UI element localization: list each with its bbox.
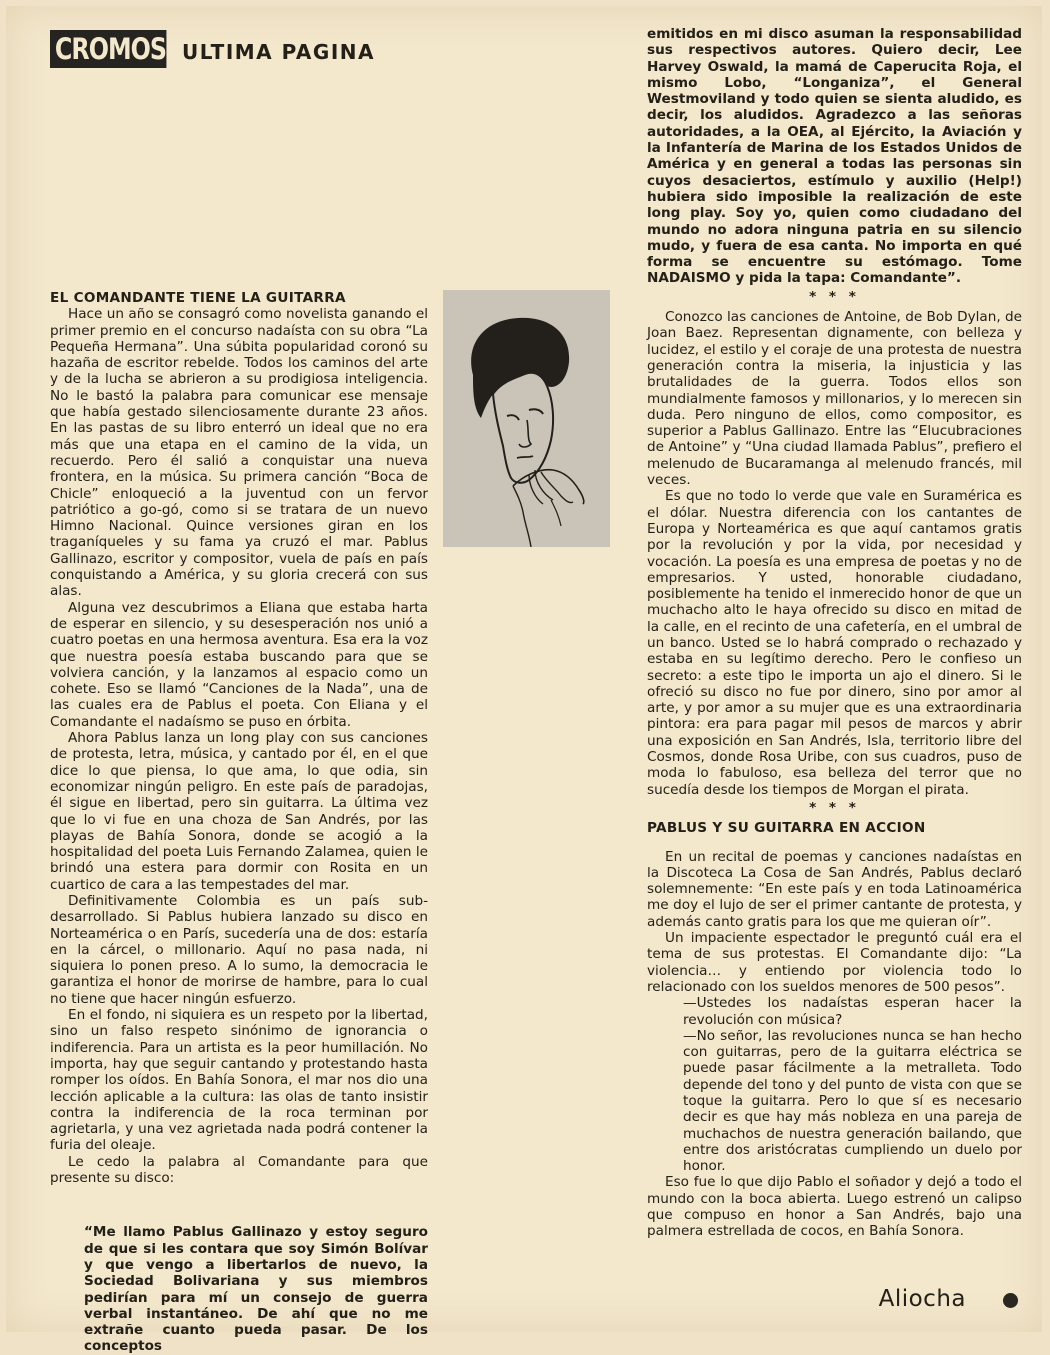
paragraph: Es que no todo lo verde que vale en Suramérica es el dólar. Nuestra diferencia con los cantantes de Europa y Norteamérica es que aquí cantamos gratis por la revolución y por la vida, por necesidad y vocación. La poesía es una empresa de poetas y no de empresarios. Y usted, honorable ciudadano, posiblemente ha tenido el inmerecido honor de que un muchacho alto le haya ofrecido su disco en mitad de la calle, en el recinto de una cafetería, en el umbral de un banco. Usted se lo habrá comprado o rechazado y estaba en su legítimo derecho. Pero le confieso un secreto: a este tipo le importa un ajo el dinero. Si le ofreció su disco no fue por dinero, sino por amor al arte, y por amor a su mujer que es una extraordinaria pintora: era para pagar mil pesos de marcos y abrir una exposición en San Andrés, Isla, territorio libre del Cosmos, donde Rosa Uribe, con sus cuadros, puso de moda lo fabuloso, esa belleza del terror que no sucedía desde los tiempos de Morgan el pirata. [647, 488, 1022, 798]
section-heading: PABLUS Y SU GUITARRA EN ACCION [647, 820, 926, 837]
paragraph: Conozco las canciones de Antoine, de Bob Dylan, de Joan Baez. Representan dignamente, con belleza y lucidez, el estilo y el coraje de una protesta de nuestra generación contra la miseria, la injusticia y las brutalidades de la guerra. Todos ellos son mundialmente famosos y millonarios, y lo merecen sin duda. Pero ninguno de ellos, como compositor, es superior a Pablus Gallinazo. Entre las “Elucubraciones de Antoine” y “Una ciudad llamada Pablus”, prefiero el melenudo de Bucaramanga al melenudo francés, mil veces. [647, 309, 1022, 489]
dialog-line: —Ustedes los nadaístas esperan hacer la revolución con música? [683, 995, 1022, 1028]
author-signature: Aliocha [878, 1286, 966, 1312]
paragraph: Le cedo la palabra al Comandante para que presente su disco: [50, 1153, 428, 1187]
paragraph: En un recital de poemas y canciones nadaístas en la Discoteca La Cosa de San Andrés, Pablus declaró solemnemente: “En este país y en toda Latinoamérica me doy el lujo de ser el primer cantante de protesta, y además canto gratis para los que me quieran oír”. [647, 848, 1022, 930]
separator-stars: * * * [809, 288, 860, 305]
paragraph: Un impaciente espectador le preguntó cuál era el tema de sus protestas. El Comandante dijo: “La violencia… y entiendo por violencia todo lo relacionado con los sueldos menores de 500 pesos”. [647, 930, 1022, 995]
magazine-page [6, 6, 1042, 1355]
end-mark [1003, 1293, 1018, 1308]
masthead [50, 30, 375, 68]
dialog-block [647, 995, 1022, 1174]
cromos-logo: CROMOS [50, 30, 166, 68]
paragraph: Alguna vez descubrimos a Eliana que estaba harta de esperar en silencio, y su desesperación nos unió a cuatro poetas en una hermosa aventura. Esa era la voz que nuestra poesía estaba buscando para que se volviera canción, y la lanzamos al espacio como un cohete. Eso se llamó “Canciones de la Nada”, una de las cuales era de Pablus el poeta. Con Eliana y el Comandante el nadaísmo se puso en órbita. [50, 599, 428, 730]
column-right [647, 26, 1022, 1240]
paragraph: Eso fue lo que dijo Pablo el soñador y dejó a todo el mundo con la boca abierta. Luego estrenó un calipso que compuso en honor a San Andrés, bajo una palmera estrellada de cocos, en Bahía Sonora. [647, 1174, 1022, 1240]
quote-continuation: emitidos en mi disco asuman la responsabilidad sus respectivos autores. Quiero decir, Lee Harvey Oswald, la mamá de Caperucita Roja, el mismo Lobo, “Longaniza”, el General Westmoviland y todo quien se sienta aludido, es decir, los aludidos. Agradezco a las señoras autoridades, a la OEA, al Ejército, la Aviación y la Infantería de Marina de los Estados Unidos de América y en general a todas las personas sin cuyos desaciertos, estímulo y auxilio (Help!) hubiera sido imposible la realización de este long play. Soy yo, quien como ciudadano del mundo no adora ninguna patria en su silencio mudo, y fuera de esa canta. No importa en qué forma se encuentre su estómago. Tome NADAISMO y pida la tapa: Comandante”. [647, 26, 1022, 287]
caricature-illustration [443, 290, 610, 547]
paragraph: Definitivamente Colombia es un país sub-desarrollado. Si Pablus hubiera lanzado su disco en Norteamérica o en París, sucedería una de dos: estaría en la cárcel, o millonario. Aquí no pasa nada, ni siquiera lo ponen preso. A lo sumo, la democracia le garantiza el honor de morirse de hambre, para lo cual no tiene que hacer ningún esfuerzo. [50, 892, 428, 1007]
article-heading: EL COMANDANTE TIENE LA GUITARRA [50, 290, 346, 306]
quote-block: “Me llamo Pablus Gallinazo y estoy seguro de que si les contara que soy Simón Bolívar y que vengo a libertarlos de nuevo, la Sociedad Bolivariana y sus miembros pedirían para mí un consejo de guerra verbal instantáneo. De ahí que no me extrañe cuanto pueda pasar. De los conceptos [84, 1224, 428, 1355]
dialog-line: —No señor, las revoluciones nunca se han hecho con guitarras, pero de la guitarra eléctrica se puede pasar fácilmente a la metralleta. Todo depende del tono y del punto de vista con que se toque la guitarra. Pero lo que sí es necesario decir es que hay más nobleza en una pareja de muchachos de nuestra generación bailando, que entre dos aristócratas cumpliendo un duelo por honor. [683, 1027, 1022, 1175]
paragraph: Hace un año se consagró como novelista ganando el primer premio en el concurso nadaísta con su obra “La Pequeña Hermana”. Una súbita popularidad coronó su hazaña de escritor rebelde. Todos los caminos del arte y de la lucha se abrieron a su prodigiosa inteligencia. No le bastó la palabra para comunicar ese mensaje que había gestado silenciosamente durante 23 años. En las pastas de su libro enterró un ideal que no era más que una etapa en el camino de la vida, un recuerdo. Pero él salió a conquistar una nueva frontera, en la música. Su primera canción “Boca de Chicle” enloqueció a la juventud con un fervor patriótico a go-gó, como si se tratara de un nuevo Himno Nacional. Quince versiones giran en los traganíqueles y su fama ya cruzó el mar. Pablus Gallinazo, escritor y compositor, vuela de país en país conquistando a América, y su gloria crecerá con sus alas. [50, 306, 428, 600]
separator-stars: * * * [809, 799, 860, 816]
paragraph: En el fondo, ni siquiera es un respeto por la libertad, sino un falso respeto sinónimo de ignorancia o indiferencia. Para un artista es la peor humillación. No importa, hay que seguir cantando y protestando hasta romper los oídos. En Bahía Sonora, el mar nos dio una lección aplicable a la cultura: las olas de tanto insistir contra la indiferencia de la roca terminan por agrietarla, y una vez agrietada nada podrá contener la furia del oleaje. [50, 1007, 428, 1154]
section-title: ULTIMA PAGINA [182, 40, 375, 64]
caricature-drawing [443, 290, 610, 547]
column-left [50, 290, 428, 1355]
paragraph: Ahora Pablus lanza un long play con sus canciones de protesta, letra, música, y cantado por él, en el que dice lo que piensa, lo que ama, lo que odia, sin economizar ningún peligro. En este país de paradojas, él sigue en libertad, pero sin guitarra. La última vez que lo vi fue en una choza de San Andrés, por las playas de Bahía Sonora, donde se acogió a la hospitalidad del poeta Luis Fernando Zalamea, quien le brindó una estera para dormir con Rosita en un cuartico de cara a las tempestades del mar. [50, 730, 428, 893]
